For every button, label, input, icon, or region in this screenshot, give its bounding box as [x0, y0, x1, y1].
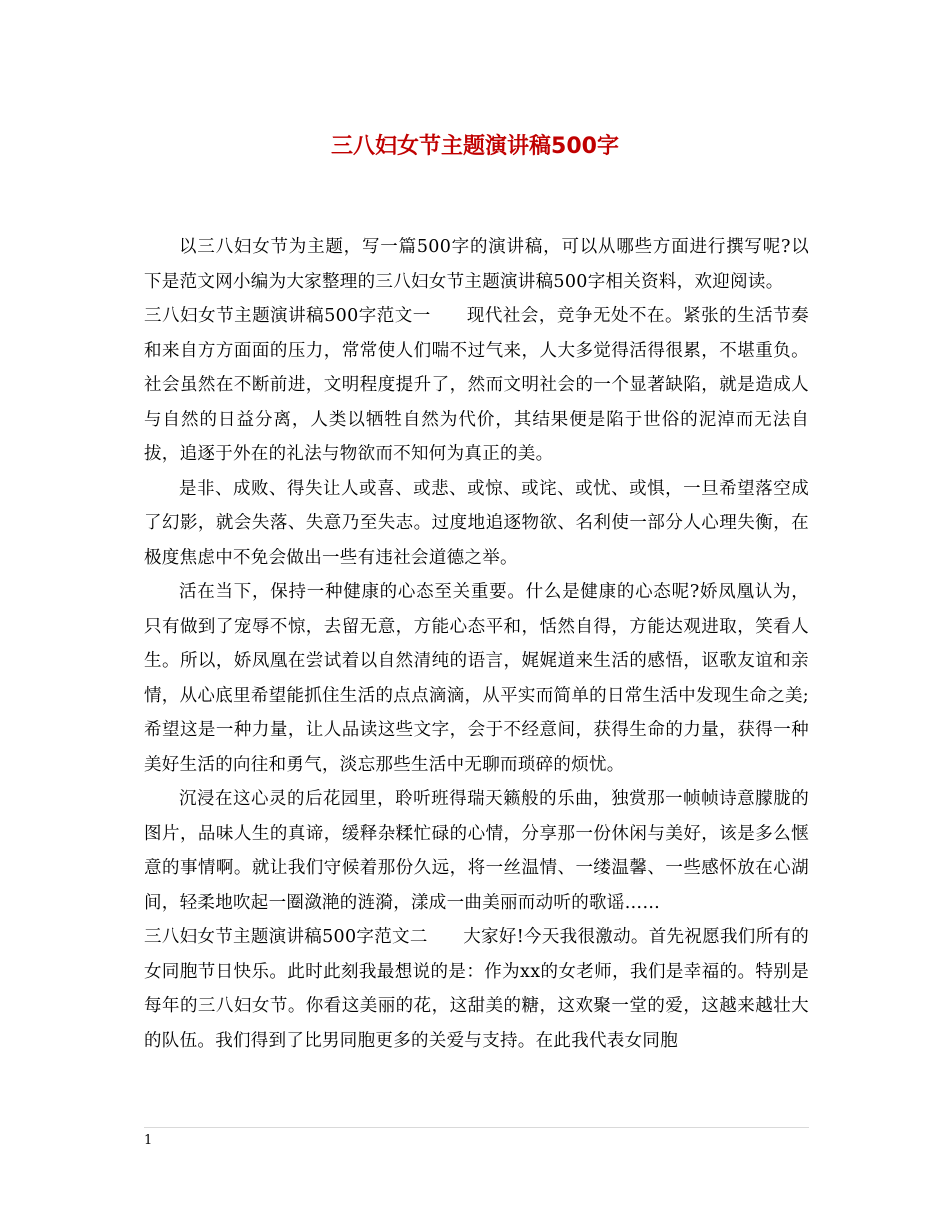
- page-number: 1: [144, 1133, 153, 1148]
- paragraph-success-failure: 是非、成败、得失让人或喜、或悲、或惊、或诧、或忧、或惧，一旦希望落空成了幻影，就会失落、失意乃至失志。过度地追逐物欲、名利使一部分人心理失衡，在极度焦虑中不免会做出一些有违社会道德之举。: [144, 478, 809, 568]
- paragraph-spiritual-garden: 沉浸在这心灵的后花园里，聆听班得瑞天籁般的乐曲，独赏那一帧帧诗意朦胧的图片，品味人生的真谛，缓释杂糅忙碌的心情，分享那一份休闲与美好，该是多么惬意的事情啊。就让我们守候着那份久远，将一丝温情、一缕温馨、一些感怀放在心湖间，轻柔地吹起一圈潋滟的涟漪，漾成一曲美丽而动听的歌谣……: [144, 789, 809, 913]
- paragraph-sample-one: 三八妇女节主题演讲稿500字范文一 现代社会，竞争无处不在。紧张的生活节奏和来自方方面面的压力，常常使人们喘不过气来，人大多觉得活得很累，不堪重负。社会虽然在不断前进，文明程度提升了，然而文明社会的一个显著缺陷，就是造成人与自然的日益分离，人类以牺牲自然为代价，其结果便是陷于世俗的泥淖而无法自拔，追逐于外在的礼法与物欲而不知何为真正的美。: [144, 306, 809, 464]
- footer-divider: [144, 1127, 809, 1128]
- paragraph-sample-two: 三八妇女节主题演讲稿500字范文二 大家好!今天我很激动。首先祝愿我们所有的女同胞节日快乐。此时此刻我最想说的是：作为xx的女老师，我们是幸福的。特别是每年的三八妇女节。你看这美丽的花，这甜美的糖，这欢聚一堂的爱，这越来越壮大的队伍。我们得到了比男同胞更多的关爱与支持。在此我代表女同胞: [144, 927, 809, 1051]
- document-title: 三八妇女节主题演讲稿500字: [331, 134, 619, 159]
- paragraph-healthy-mindset: 活在当下，保持一种健康的心态至关重要。什么是健康的心态呢?娇凤凰认为，只有做到了宠辱不惊，去留无意，方能心态平和，恬然自得，方能达观进取，笑看人生。所以，娇凤凰在尝试着以自然清纯的语言，娓娓道来生活的感悟，讴歌友谊和亲情，从心底里希望能抓住生活的点点滴滴，从平实而简单的日常生活中发现生命之美;希望这是一种力量，让人品读这些文字，会于不经意间，获得生命的力量，获得一种美好生活的向往和勇气，淡忘那些生活中无聊而琐碎的烦忧。: [144, 582, 809, 775]
- paragraph-intro: 以三八妇女节为主题，写一篇500字的演讲稿，可以从哪些方面进行撰写呢?以下是范文网小编为大家整理的三八妇女节主题演讲稿500字相关资料，欢迎阅读。: [144, 237, 809, 292]
- document-body: [144, 230, 809, 1058]
